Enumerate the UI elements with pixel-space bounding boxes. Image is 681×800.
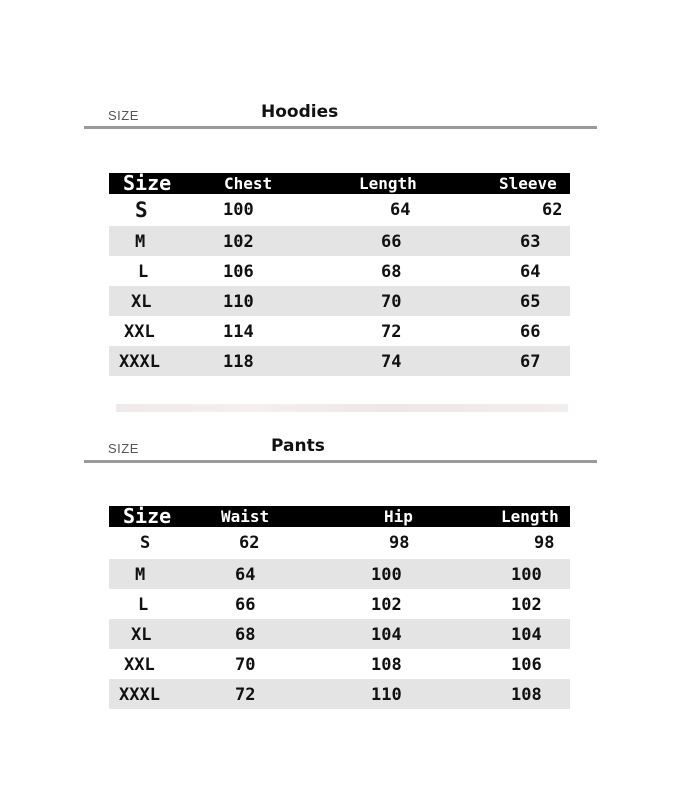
table-row <box>109 649 570 679</box>
waist-cell: 62 <box>239 533 260 553</box>
size-cell: S <box>140 533 151 553</box>
sleeve-cell: 63 <box>520 232 541 252</box>
size-cell: L <box>138 595 149 615</box>
chest-cell: 118 <box>223 352 254 372</box>
sleeve-cell: 66 <box>520 322 541 342</box>
hip-cell: 102 <box>371 595 402 615</box>
table-row <box>109 589 570 619</box>
length-cell: 100 <box>511 565 542 585</box>
pants-header-waist: Waist <box>221 507 270 526</box>
pants-table <box>109 506 570 709</box>
pants-header-hip: Hip <box>384 507 413 526</box>
pants-table-header <box>109 506 570 527</box>
hoodies-table <box>109 173 570 376</box>
section-divider <box>116 404 568 412</box>
waist-cell: 72 <box>235 685 256 705</box>
sleeve-cell: 67 <box>520 352 541 372</box>
size-cell: XXL <box>124 655 155 675</box>
length-cell: 104 <box>511 625 542 645</box>
size-cell: M <box>135 232 146 252</box>
table-row <box>109 346 570 376</box>
table-row <box>109 286 570 316</box>
hip-cell: 110 <box>371 685 402 705</box>
sleeve-cell: 64 <box>520 262 541 282</box>
hoodies-table-header <box>109 173 570 194</box>
size-cell: S <box>135 198 148 222</box>
hip-cell: 104 <box>371 625 402 645</box>
hoodies-header-length: Length <box>359 174 417 193</box>
size-cell: XL <box>131 292 152 312</box>
length-cell: 66 <box>381 232 402 252</box>
table-row <box>109 194 570 226</box>
waist-cell: 70 <box>235 655 256 675</box>
chest-cell: 110 <box>223 292 254 312</box>
hoodies-header-sleeve: Sleeve <box>499 174 557 193</box>
hoodies-rule <box>84 126 597 129</box>
chest-cell: 102 <box>223 232 254 252</box>
table-row <box>109 619 570 649</box>
size-cell: XXXL <box>119 685 160 705</box>
length-cell: 102 <box>511 595 542 615</box>
length-cell: 68 <box>381 262 402 282</box>
length-cell: 106 <box>511 655 542 675</box>
size-cell: M <box>135 565 146 585</box>
table-row <box>109 559 570 589</box>
hoodies-title: Hoodies <box>261 102 339 122</box>
chest-cell: 106 <box>223 262 254 282</box>
size-cell: XXXL <box>119 352 160 372</box>
length-cell: 108 <box>511 685 542 705</box>
sleeve-cell: 65 <box>520 292 541 312</box>
pants-header-size: Size <box>123 506 172 527</box>
pants-header-length: Length <box>501 507 559 526</box>
hoodies-header-chest: Chest <box>224 174 273 193</box>
pants-rule <box>84 460 597 463</box>
hip-cell: 100 <box>371 565 402 585</box>
table-row <box>109 226 570 256</box>
length-cell: 72 <box>381 322 402 342</box>
table-row <box>109 527 570 559</box>
chest-cell: 114 <box>223 322 254 342</box>
pants-title: Pants <box>271 436 325 456</box>
size-cell: L <box>138 262 149 282</box>
length-cell: 70 <box>381 292 402 312</box>
table-row <box>109 316 570 346</box>
size-cell: XXL <box>124 322 155 342</box>
length-cell: 74 <box>381 352 402 372</box>
waist-cell: 68 <box>235 625 256 645</box>
table-row <box>109 256 570 286</box>
waist-cell: 64 <box>235 565 256 585</box>
hoodies-size-label: SIZE <box>108 108 139 123</box>
pants-size-label: SIZE <box>108 441 139 456</box>
waist-cell: 66 <box>235 595 256 615</box>
hoodies-header-size: Size <box>123 173 172 194</box>
length-cell: 64 <box>390 200 411 220</box>
sleeve-cell: 62 <box>542 200 563 220</box>
chest-cell: 100 <box>223 200 254 220</box>
hip-cell: 108 <box>371 655 402 675</box>
length-cell: 98 <box>534 533 555 553</box>
table-row <box>109 679 570 709</box>
hip-cell: 98 <box>389 533 410 553</box>
size-cell: XL <box>131 625 152 645</box>
